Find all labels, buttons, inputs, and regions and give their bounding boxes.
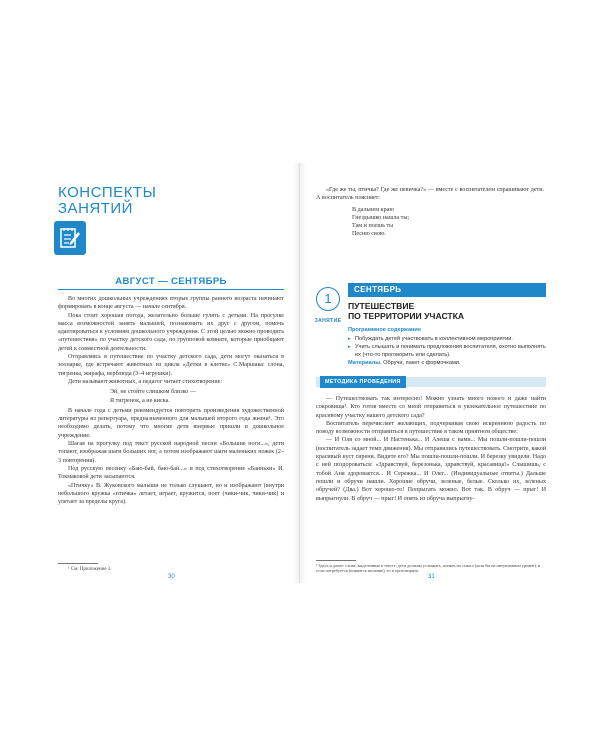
footnote-divider — [58, 563, 98, 564]
paragraph: Пока стоит хорошая погода, желательно больше гулять с детьми. На прогулке масса возможностей занять малышей, познакомить их друг с другом, помочь адаптироваться к условиям дошкольного учреждения. С этой целью можно проводить «путешествия» по участку детского сада, по групповой комнате, которые приобщают детей к совместной деятельности. — [58, 312, 284, 352]
paragraph: — И Оля со мной... И Настенька... И Алеша с нами... Мы пошли-пошли-пошли (воспитатель задает темп движения). Мы отправились путешествовать. Смотрите, какой красивый куст сирени. Видите его? Мы пошли-пошли-пошли. И березку увидели. Надо с ней поздороваться: «Здравствуй, березонька, здравствуй, красавица!» Слышишь, с тобой Аня здоровается... И Сережка... И Олег... (Индивидуальные ответы.) Дальше пошли и обручи нашли. Хорошие обручи, зеленые, белые. Сколько их, зеленых обручей? (Два.) Вот хорошо-то! Попрыгать можно. Вот так. В обруч — прыг! И выпрыгнули. В обруч — прыг! И опять из обруча выпрыгну- — [316, 437, 546, 502]
program-title: Программное содержание — [348, 327, 421, 333]
poem — [58, 388, 284, 405]
poem-line: Эй, не стойте слишком близко — — [110, 389, 196, 396]
materials-label: Материалы. — [348, 359, 382, 366]
right-page — [300, 163, 580, 583]
section-title-line2: ЗАНЯТИЙ — [58, 200, 133, 217]
poem-line: Гнездышко нашла ты; — [352, 214, 410, 221]
footnote: ¹ См. Приложение 2. — [68, 567, 112, 572]
right-intro-text — [316, 186, 544, 239]
notepad-pen-icon — [54, 221, 86, 255]
program-content — [348, 327, 546, 367]
paragraph: Отправляясь в путешествие по участку детского сада, дети могут оказаться в зоопарке, где встречают животных из цикла «Детки в клетке» С.Маршака: слона, тигренка, жирафа, верблюда (3–4 игрушки). — [58, 354, 284, 377]
paragraph: Дети называют животных, а педагог читает стихотворение: — [68, 378, 223, 385]
goal-item: ▸ Учить слышать и понимать предложения воспитателя, охотно выполнять их (что-то проговорить или сделать). — [348, 344, 546, 358]
month-bar: СЕНТЯБРЬ — [348, 283, 546, 297]
footnote: ¹ Здесь и далее: слова, выделенные в тексте, дети должны услышать, понять их смысл (хотя бы на интуитивном уровне), и если потребуется (появится желание), то и проговорить. — [316, 563, 541, 574]
paragraph: Во многих дошкольных учреждениях вторые группы раннего возраста начинают формировать в конце августа — начале сентября. — [58, 296, 284, 311]
lesson-label: ЗАНЯТИЕ — [314, 318, 342, 324]
month-heading: АВГУСТ — СЕНТЯБРЬ — [58, 276, 284, 290]
paragraph: В начале года с детьми рекомендуется повторить произведения художественной литературы из репертуара, предназначенного для малышей второго года жизни¹. Это необходимо делать, потому что многие дети впервые пришли в дошкольное учреждение. — [58, 407, 284, 439]
lesson-number: 1 — [316, 287, 340, 311]
paragraph: Шагая на прогулку под текст русской народной песни «Большие ноги...», дети топают, изображая шаги больших ног, а потом изображают шаги маленьких ножек (2–3 повторения). — [58, 441, 284, 464]
left-body-text — [58, 295, 284, 506]
left-page — [20, 163, 300, 583]
materials — [348, 360, 546, 367]
method-text — [316, 395, 546, 503]
footnote-divider — [316, 560, 356, 561]
poem-line: В дальнем краю — [352, 206, 394, 213]
page-number: 30 — [168, 574, 175, 580]
poem-line: Там и поешь ты — [352, 223, 394, 230]
page-number: 31 — [428, 574, 435, 580]
poem-line: Я тигренок, а не киска. — [110, 397, 170, 404]
lesson-title — [348, 301, 546, 321]
method-heading: МЕТОДИКА ПРОВЕДЕНИЯ — [320, 376, 406, 388]
paragraph: «Где же ты, птичка? Где же певичка?» — вместе с воспитателем спрашивают дети. А воспитатель поясняет: — [316, 187, 544, 202]
paragraph: Под русскую песенку «Баю-бай, баю-бай...» и под стихотворение «Баиньки» И. Токмаковой дети засыпаются. — [58, 465, 284, 481]
poem — [316, 206, 544, 239]
section-title-line1: КОНСПЕКТЫ — [58, 184, 157, 201]
paragraph: — Путешествовать так интересно! Можно узнать много нового и даже найти сокровища¹. Кто готов вместе со мной отправиться в увлекательное путешествие по красивому участку нашего детского сада? — [316, 396, 546, 419]
book-spread — [20, 163, 580, 583]
section-title — [58, 185, 156, 217]
goal-item: ▸ Побуждать детей участвовать в коллективном мероприятии. — [348, 336, 546, 343]
lesson-title-line2: ПО ТЕРРИТОРИИ УЧАСТКА — [348, 311, 465, 321]
materials-text: Обручи, пакет с формочками. — [383, 359, 461, 366]
poem-line: Песню свою. — [352, 231, 386, 238]
lesson-title-line1: ПУТЕШЕСТВИЕ — [348, 301, 415, 311]
paragraph: «Птичку» В. Жуковского малыши не только слушают, но и изображают (внутри небольшого кружка «птичка» летает, играет, кружится, поет (чики-чик, чики-чик) и улетает за пределы круга). — [58, 482, 284, 506]
paragraph: Воспитатель перечисляет желающих, подчеркивая свою искреннюю радость по поводу возможности отправиться в путешествие в таком приятном обществе: — [316, 420, 546, 436]
